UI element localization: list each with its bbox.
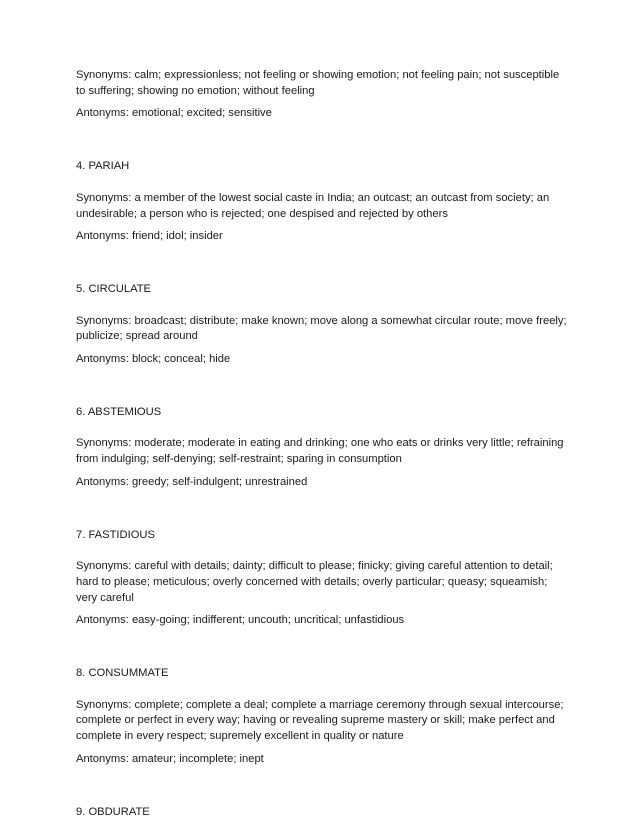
synonyms-text: Synonyms: broadcast; distribute; make known; move along a somewhat circular route; move freely; publicize; spread around xyxy=(76,314,567,343)
synonyms-text: Synonyms: a member of the lowest social caste in India; an outcast; an outcast from society; an undesirable; a person who is rejected; one despised and rejected by others xyxy=(76,191,550,220)
synonyms-text: Synonyms: careful with details; dainty; difficult to please; finicky; giving careful attention to detail; hard to please; meticulous; overly concerned with details; overly particular; queasy; squeamish; very careful xyxy=(76,560,553,604)
antonyms-text: Antonyms: amateur; incomplete; inept xyxy=(76,752,264,765)
entry-heading: 5. CIRCULATE xyxy=(76,282,152,295)
synonyms-text: Synonyms: moderate; moderate in eating and drinking; one who eats or drinks very little; refraining from indulging; self-denying; self-restraint; sparing in consumption xyxy=(76,437,564,466)
antonyms-text: Antonyms: easy-going; indifferent; uncouth; uncritical; unfastidious xyxy=(76,614,405,627)
antonyms-text: Antonyms: friend; idol; insider xyxy=(76,230,223,243)
entry-heading: 9. OBDURATE xyxy=(76,805,150,818)
entry-heading: 6. ABSTEMIOUS xyxy=(76,405,162,418)
synonyms-text: Synonyms: complete; complete a deal; complete a marriage ceremony through sexual intercourse; complete or perfect in every way; having or revealing supreme mastery or skill; make perfect and complete in every respect; supremely excellent in quality or nature xyxy=(76,698,564,743)
entry-heading: 7. FASTIDIOUS xyxy=(76,528,155,541)
antonyms-text: Antonyms: block; conceal; hide xyxy=(76,353,231,366)
document-body xyxy=(76,68,568,836)
antonyms-text: Antonyms: emotional; excited; sensitive xyxy=(76,107,272,120)
entry-heading: 8. CONSUMMATE xyxy=(76,667,169,680)
antonyms-text: Antonyms: greedy; self-indulgent; unrestrained xyxy=(76,475,308,488)
entry-heading: 4. PARIAH xyxy=(76,160,130,173)
synonyms-text: Synonyms: calm; expressionless; not feeling or showing emotion; not feeling pain; not susceptible to suffering; showing no emotion; without feeling xyxy=(76,69,560,97)
